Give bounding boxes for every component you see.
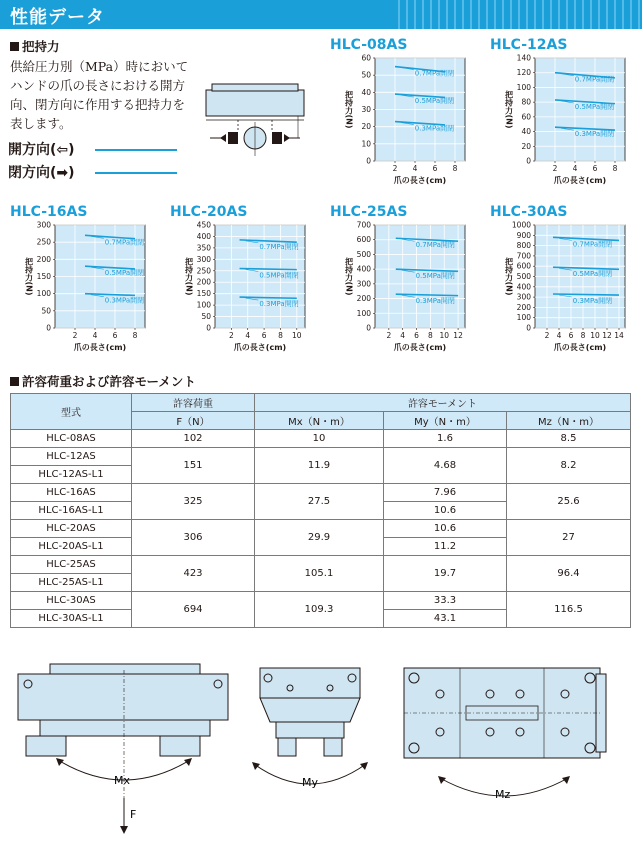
x-tick-label: 10 [292, 331, 302, 340]
series-label: 0.7MPa開閉 [259, 242, 299, 251]
mz-cell: 96.4 [507, 556, 631, 592]
close-direction-line [95, 172, 177, 174]
y-tick-label: 0 [526, 323, 531, 333]
mx-label: Mx [114, 774, 131, 787]
x-axis-label: 爪の長さ(cm) [393, 176, 447, 185]
y-axis-label: 把持力(N) [184, 257, 194, 296]
y-tick-label: 500 [356, 249, 371, 259]
x-axis-label: 爪の長さ(cm) [233, 343, 287, 352]
my-cell: 1.6 [384, 430, 507, 448]
series-label: 0.5MPa開閉 [414, 97, 455, 106]
y-tick-label: 80 [521, 97, 531, 107]
page-header [0, 0, 642, 29]
my-label: My [302, 776, 319, 789]
mz-cell: 25.6 [507, 484, 631, 520]
my-cell: 10.6 [384, 520, 507, 538]
y-tick-label: 700 [516, 251, 531, 261]
x-tick-label: 6 [592, 164, 598, 173]
y-tick-label: 60 [521, 112, 531, 122]
my-cell: 4.68 [384, 448, 507, 484]
gripper-schematic [198, 80, 320, 160]
mx-cell: 27.5 [255, 484, 384, 520]
mx-cell: 11.9 [255, 448, 384, 484]
x-tick-label: 6 [112, 331, 118, 340]
y-tick-label: 800 [516, 241, 531, 251]
th-mz: Mz（N・m） [507, 412, 631, 430]
model-cell: HLC-12AS [11, 448, 132, 466]
y-tick-label: 40 [361, 87, 371, 97]
model-cell: HLC-08AS [11, 430, 132, 448]
mz-diagram [400, 664, 620, 824]
series-label: 0.5MPa開閉 [259, 271, 299, 280]
my-cell: 43.1 [384, 610, 507, 628]
table-row [11, 592, 631, 610]
y-tick-label: 1000 [511, 220, 531, 230]
y-tick-label: 600 [516, 261, 531, 271]
series-label: 0.3MPa開閉 [415, 297, 455, 306]
chart-hlc-25as [330, 203, 480, 359]
y-tick-label: 150 [36, 272, 51, 281]
y-tick-label: 100 [516, 313, 531, 323]
y-tick-label: 30 [361, 105, 371, 114]
y-tick-label: 0 [46, 323, 51, 333]
grip-heading: 把持力 [10, 37, 60, 55]
y-tick-label: 100 [196, 300, 211, 310]
chart-hlc-20as [170, 203, 320, 359]
series-label: 0.3MPa開閉 [104, 296, 145, 305]
x-tick-label: 2 [552, 164, 558, 173]
y-tick-label: 100 [516, 82, 531, 92]
x-tick-label: 6 [414, 331, 419, 340]
model-cell: HLC-16AS-L1 [11, 502, 132, 520]
y-tick-label: 140 [516, 53, 531, 63]
x-tick-label: 8 [580, 331, 586, 340]
x-tick-label: 8 [427, 331, 433, 340]
y-tick-label: 0 [366, 323, 371, 333]
f-cell: 423 [132, 556, 255, 592]
f-label: F [130, 808, 137, 821]
series-label: 0.3MPa開閉 [414, 124, 455, 133]
series-label: 0.3MPa開閉 [572, 297, 613, 306]
x-tick-label: 12 [453, 331, 463, 340]
y-tick-label: 120 [516, 68, 531, 78]
my-cell: 7.96 [384, 484, 507, 502]
y-tick-label: 300 [356, 279, 371, 289]
y-tick-label: 10 [361, 139, 371, 149]
y-tick-label: 200 [356, 294, 371, 304]
th-moment: 許容モーメント [255, 394, 631, 412]
mz-cell: 27 [507, 520, 631, 556]
my-cell: 33.3 [384, 592, 507, 610]
y-tick-label: 20 [521, 141, 531, 151]
x-tick-label: 14 [614, 331, 624, 340]
chart-title: HLC-16AS [10, 204, 88, 220]
my-cell: 10.6 [384, 502, 507, 520]
table-row [11, 556, 631, 574]
y-tick-label: 450 [196, 220, 211, 230]
y-tick-label: 200 [196, 277, 211, 287]
y-tick-label: 50 [41, 306, 51, 316]
model-cell: HLC-20AS [11, 520, 132, 538]
th-my: My（N・m） [384, 412, 507, 430]
table-row [11, 448, 631, 466]
y-tick-label: 300 [516, 292, 531, 302]
close-direction-label: 閉方向(➡) [8, 165, 75, 181]
chart-hlc-08as [330, 36, 480, 192]
series-label: 0.7MPa開閉 [414, 69, 455, 78]
x-axis-label: 爪の長さ(cm) [553, 176, 607, 185]
x-tick-label: 2 [386, 331, 392, 340]
x-tick-label: 6 [432, 164, 438, 173]
th-load: 許容荷重 [132, 394, 255, 412]
model-cell: HLC-30AS [11, 592, 132, 610]
y-axis-label: 把持力(N) [24, 257, 34, 296]
y-tick-label: 60 [361, 53, 371, 63]
x-tick-label: 8 [612, 164, 618, 173]
table-row [11, 484, 631, 502]
x-tick-label: 4 [556, 331, 562, 340]
desc-line: 向、閉方向に作用する把持力を [10, 97, 186, 112]
table-heading: 許容荷重および許容モーメント [10, 372, 196, 390]
table-row [11, 520, 631, 538]
x-tick-label: 10 [590, 331, 600, 340]
series-label: 0.3MPa開閉 [259, 300, 299, 309]
x-axis-label: 爪の長さ(cm) [73, 343, 127, 352]
x-tick-label: 12 [602, 331, 612, 340]
series-label: 0.5MPa開閉 [104, 269, 145, 278]
x-tick-label: 8 [452, 164, 458, 173]
model-cell: HLC-25AS-L1 [11, 574, 132, 592]
y-tick-label: 400 [196, 231, 211, 241]
y-axis-label: 把持力(N) [344, 90, 354, 129]
mx-cell: 10 [255, 430, 384, 448]
desc-line: 供給圧力別（MPa）時において [10, 59, 189, 74]
x-tick-label: 6 [568, 331, 574, 340]
x-tick-label: 8 [278, 331, 283, 340]
y-tick-label: 700 [356, 220, 371, 230]
y-tick-label: 900 [516, 230, 531, 240]
chart-title: HLC-30AS [490, 204, 568, 220]
series-label: 0.5MPa開閉 [415, 272, 455, 281]
chart-hlc-16as [10, 203, 160, 359]
mx-cell: 105.1 [255, 556, 384, 592]
y-tick-label: 200 [36, 254, 51, 264]
y-tick-label: 50 [361, 70, 371, 80]
x-axis-label: 爪の長さ(cm) [553, 343, 607, 352]
th-model: 型式 [11, 394, 132, 430]
f-cell: 325 [132, 484, 255, 520]
my-cell: 11.2 [384, 538, 507, 556]
x-tick-label: 4 [245, 331, 251, 340]
model-cell: HLC-12AS-L1 [11, 466, 132, 484]
y-tick-label: 150 [196, 289, 211, 299]
y-tick-label: 250 [196, 266, 211, 276]
y-tick-label: 0 [366, 156, 371, 166]
table-row [11, 430, 631, 448]
chart-title: HLC-08AS [330, 37, 408, 53]
x-tick-label: 2 [392, 164, 398, 173]
mz-label: Mz [495, 788, 511, 801]
series-label: 0.7MPa開閉 [415, 241, 455, 250]
mz-cell: 116.5 [507, 592, 631, 628]
x-tick-label: 2 [72, 331, 78, 340]
y-tick-label: 0 [206, 323, 211, 333]
y-tick-label: 350 [196, 243, 211, 253]
header-stripes [392, 0, 642, 29]
mz-cell: 8.5 [507, 430, 631, 448]
y-tick-label: 0 [526, 156, 531, 166]
y-tick-label: 400 [356, 264, 371, 274]
f-cell: 102 [132, 430, 255, 448]
series-label: 0.7MPa開閉 [572, 240, 613, 249]
th-f: F（N） [132, 412, 255, 430]
y-tick-label: 200 [516, 302, 531, 312]
x-tick-label: 4 [92, 331, 98, 340]
y-tick-label: 100 [356, 308, 371, 318]
mx-cell: 109.3 [255, 592, 384, 628]
series-label: 0.5MPa開閉 [574, 102, 615, 111]
series-label: 0.3MPa開閉 [574, 130, 615, 139]
y-tick-label: 250 [36, 237, 51, 247]
y-axis-label: 把持力(N) [504, 257, 514, 296]
model-cell: HLC-30AS-L1 [11, 610, 132, 628]
model-cell: HLC-16AS [11, 484, 132, 502]
f-cell: 306 [132, 520, 255, 556]
x-tick-label: 4 [572, 164, 578, 173]
f-cell: 151 [132, 448, 255, 484]
series-label: 0.7MPa開閉 [104, 238, 145, 247]
x-tick-label: 4 [400, 331, 406, 340]
y-tick-label: 100 [36, 289, 51, 299]
th-mx: Mx（N・m） [255, 412, 384, 430]
y-tick-label: 600 [356, 235, 371, 245]
open-direction-label: 開方向(⇦) [8, 142, 75, 158]
chart-title: HLC-12AS [490, 37, 568, 53]
mz-cell: 8.2 [507, 448, 631, 484]
chart-hlc-30as [490, 203, 640, 359]
grip-description [10, 57, 200, 133]
y-tick-label: 300 [196, 254, 211, 264]
x-tick-label: 8 [132, 331, 138, 340]
y-tick-label: 20 [361, 122, 371, 132]
page-title: 性能データ [10, 7, 105, 28]
y-axis-label: 把持力(N) [344, 257, 354, 296]
allowable-load-table [10, 393, 631, 628]
y-tick-label: 40 [521, 127, 531, 137]
series-line [553, 294, 619, 295]
open-direction-line [95, 149, 177, 151]
desc-line: ハンドの爪の長さにおける開方 [10, 78, 186, 93]
x-tick-label: 4 [412, 164, 418, 173]
my-cell: 19.7 [384, 556, 507, 592]
y-tick-label: 500 [516, 272, 531, 281]
y-tick-label: 300 [36, 220, 51, 230]
my-diagram [250, 664, 370, 794]
mx-cell: 29.9 [255, 520, 384, 556]
model-cell: HLC-25AS [11, 556, 132, 574]
f-cell: 694 [132, 592, 255, 628]
mx-diagram [10, 660, 240, 840]
x-tick-label: 2 [228, 331, 234, 340]
model-cell: HLC-20AS-L1 [11, 538, 132, 556]
desc-line: 表します。 [10, 116, 72, 131]
y-tick-label: 50 [201, 312, 211, 322]
y-tick-label: 400 [516, 282, 531, 292]
series-label: 0.5MPa開閉 [572, 270, 613, 279]
chart-title: HLC-25AS [330, 204, 408, 220]
y-axis-label: 把持力(N) [504, 90, 514, 129]
series-label: 0.7MPa開閉 [574, 75, 615, 84]
x-tick-label: 2 [544, 331, 550, 340]
x-tick-label: 6 [261, 331, 267, 340]
x-tick-label: 10 [439, 331, 450, 340]
chart-title: HLC-20AS [170, 204, 248, 220]
chart-hlc-12as [490, 36, 640, 192]
x-axis-label: 爪の長さ(cm) [393, 343, 447, 352]
